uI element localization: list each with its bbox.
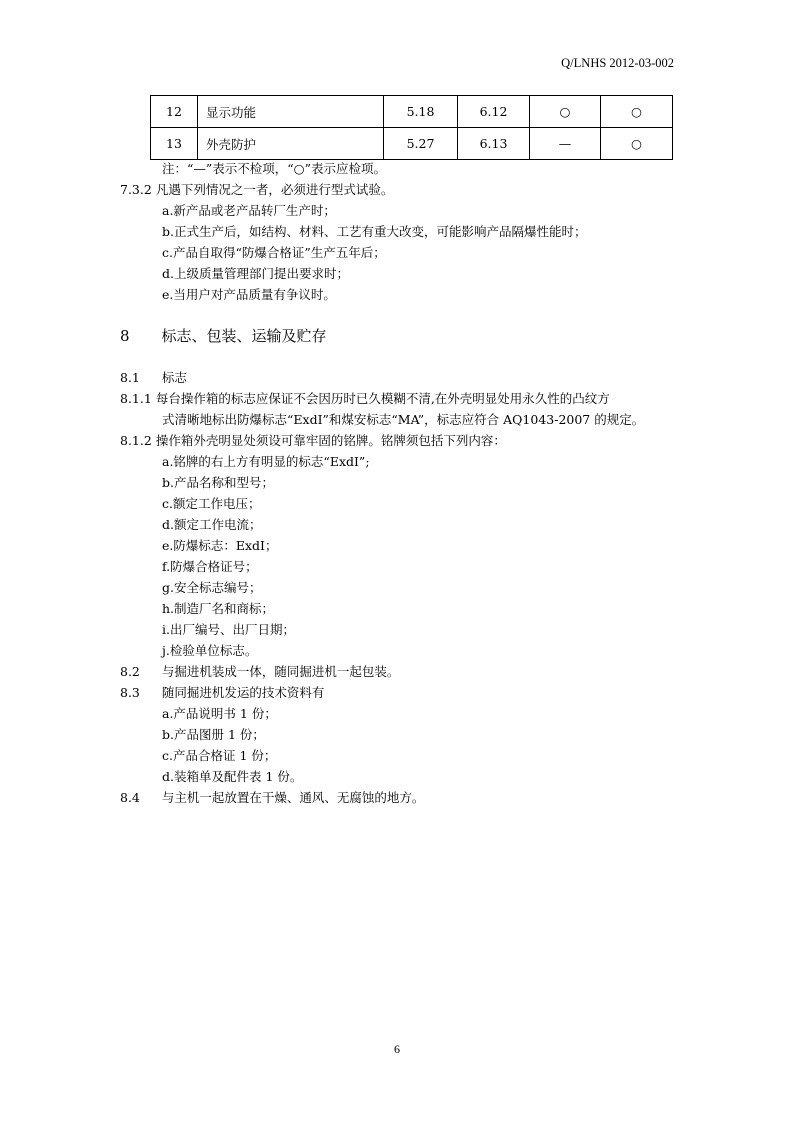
page-number: 6	[394, 1042, 400, 1056]
clause-text: 与掘进机装成一体，随同掘进机一起包装。	[161, 664, 400, 679]
clause-text: 操作箱外壳明显处须设可靠牢固的铭牌。铭牌须包括下列内容：	[155, 433, 506, 448]
clause-8-1-2	[120, 432, 506, 450]
list-item: b.产品图册 1 份；	[162, 727, 265, 742]
table-row	[151, 128, 673, 160]
inspection-table	[150, 95, 673, 160]
clause-number: 8.2	[120, 664, 140, 679]
list-item: b.正式生产后，如结构、材料、工艺有重大改变，可能影响产品隔爆性能时；	[162, 224, 587, 239]
list-item: e.当用户对产品质量有争议时。	[162, 287, 336, 302]
list-item: g.安全标志编号；	[162, 580, 262, 595]
clause-number: 7.3.2	[120, 182, 152, 197]
clause-text: 随同掘进机发运的技术资料有	[161, 685, 325, 700]
table-cell: —	[530, 128, 601, 160]
clause-text-continued: 式清晰地标出防爆标志“ExdI”和煤安标志“MA”，标志应符合 AQ1043-2007 的规定。	[162, 412, 645, 427]
list-item: c.产品合格证 1 份；	[162, 748, 277, 763]
clause-number: 8.1	[120, 370, 140, 385]
list-item: e.防爆标志：ExdI；	[162, 538, 278, 553]
list-item: c.产品自取得“防爆合格证”生产五年后；	[162, 245, 386, 260]
table-cell: 6.13	[458, 128, 530, 160]
table-cell: ○	[601, 96, 673, 128]
list-item: d.装箱单及配件表 1 份。	[162, 769, 303, 784]
clause-8-3	[120, 684, 324, 702]
clause-number: 8.3	[120, 685, 140, 700]
table-cell: 13	[151, 128, 198, 160]
list-item: f.防爆合格证号；	[162, 559, 258, 574]
list-item: a.铭牌的右上方有明显的标志“ExdI”;	[162, 454, 370, 469]
list-item: a.新产品或老产品转厂生产时；	[162, 203, 336, 218]
table-row	[151, 96, 673, 128]
list-item: c.额定工作电压；	[162, 496, 261, 511]
clause-number: 8.1.1	[120, 391, 152, 406]
clause-text: 与主机一起放置在干燥、通风、无腐蚀的地方。	[161, 790, 425, 805]
clause-title: 标志	[161, 370, 187, 385]
section-number: 8	[120, 327, 130, 345]
clause-8-1-1	[120, 390, 610, 408]
table-cell: 外壳防护	[198, 128, 384, 160]
clause-text: 每台操作箱的标志应保证不会因历时已久模糊不清,在外壳明显处用永久性的凸纹方	[155, 391, 610, 406]
table-cell: ○	[601, 128, 673, 160]
table-cell: ○	[530, 96, 601, 128]
list-item: b.产品名称和型号；	[162, 475, 274, 490]
table-cell: 12	[151, 96, 198, 128]
clause-7-3-2	[120, 181, 393, 199]
clause-number: 8.4	[120, 790, 140, 805]
list-item: d.上级质量管理部门提出要求时；	[162, 266, 349, 281]
clause-number: 8.1.2	[120, 433, 152, 448]
table-note: 注：“—”表示不检项，“○”表示应检项。	[162, 161, 386, 176]
list-item: i.出厂编号、出厂日期；	[162, 622, 295, 637]
list-item: a.产品说明书 1 份；	[162, 706, 277, 721]
document-number: Q/LNHS 2012-03-002	[561, 56, 674, 70]
table-cell: 6.12	[458, 96, 530, 128]
section-title: 标志、包装、运输及贮存	[161, 327, 327, 345]
clause-text: 凡遇下列情况之一者，必须进行型式试验。	[155, 182, 394, 197]
list-item: j.检验单位标志。	[162, 643, 258, 658]
table-cell: 显示功能	[198, 96, 384, 128]
section-8-heading	[120, 327, 327, 345]
table-cell: 5.27	[384, 128, 458, 160]
clause-8-2	[120, 663, 399, 681]
table-cell: 5.18	[384, 96, 458, 128]
list-item: h.制造厂名和商标；	[162, 601, 275, 616]
list-item: d.额定工作电流；	[162, 517, 262, 532]
clause-8-1	[120, 369, 187, 387]
clause-8-4	[120, 789, 424, 807]
